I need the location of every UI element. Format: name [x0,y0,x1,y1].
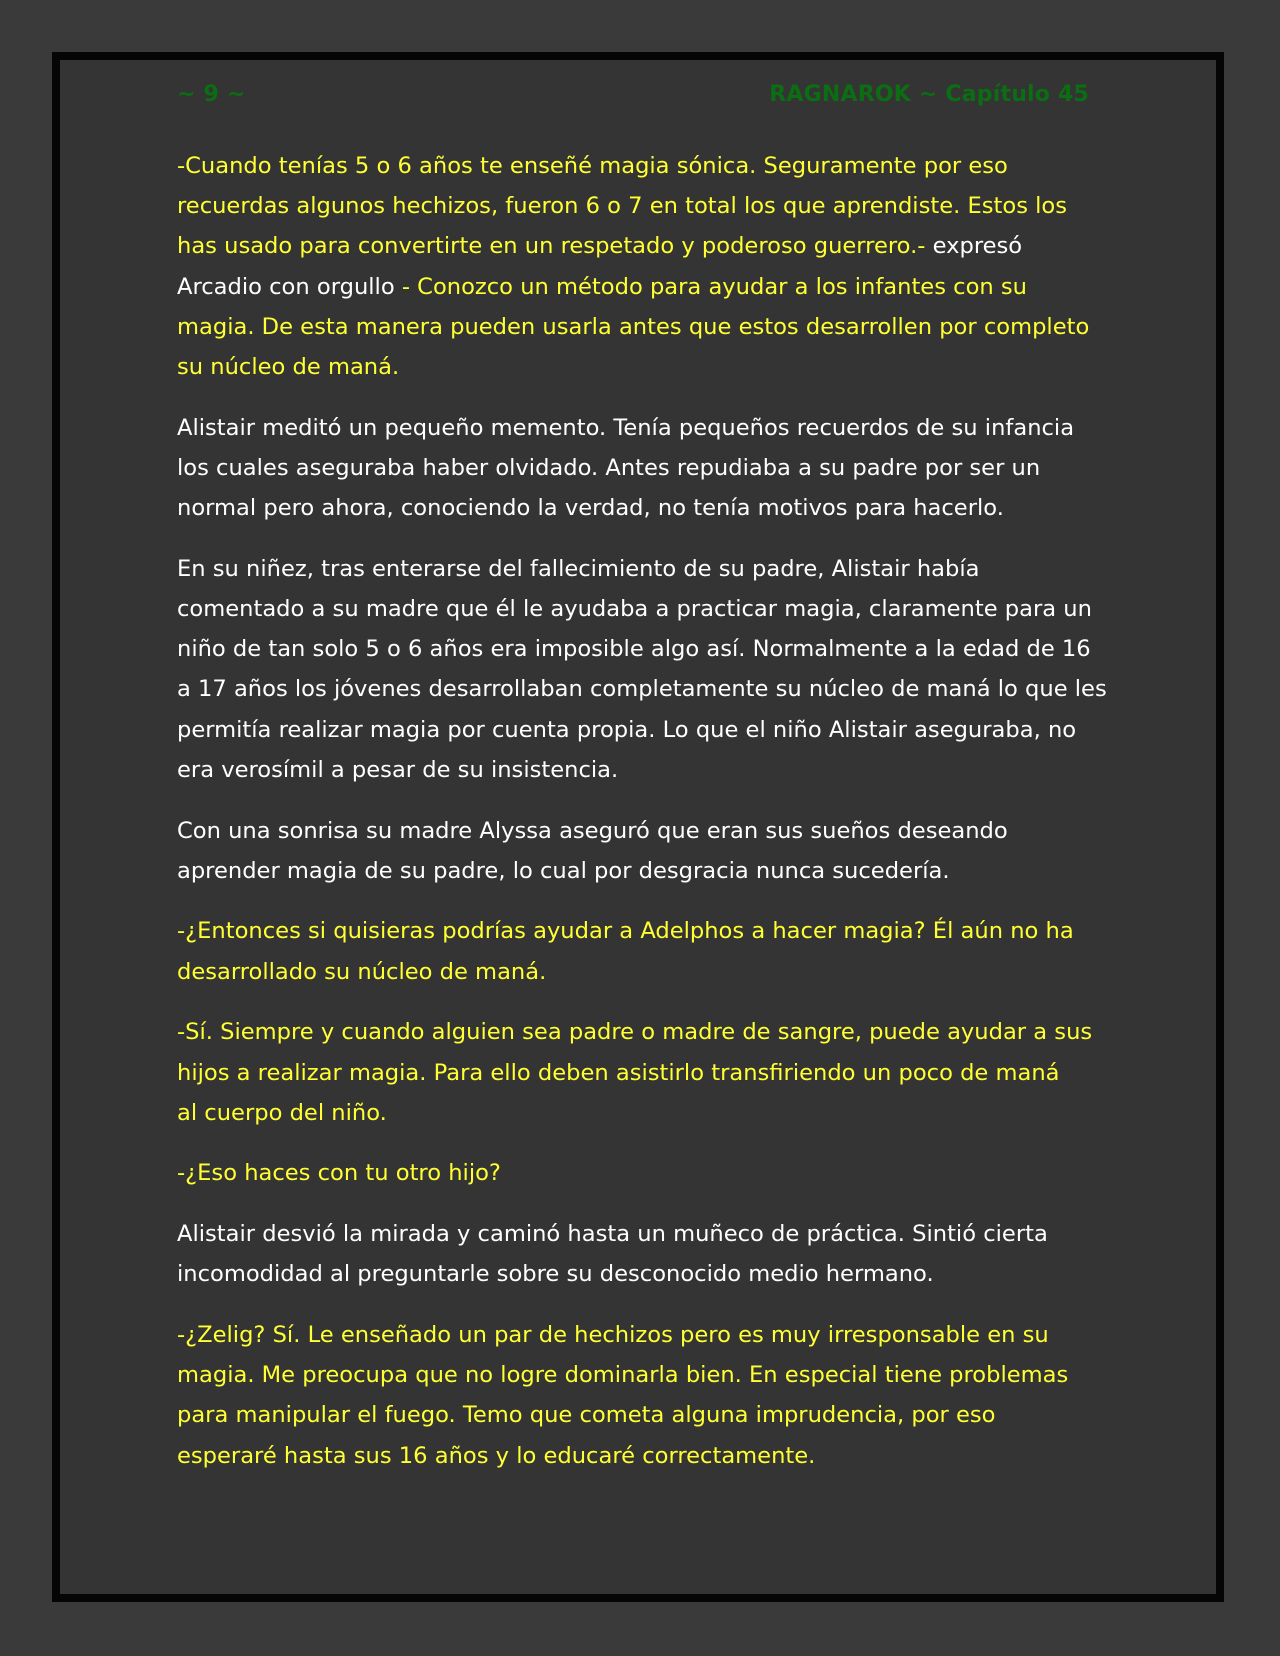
paragraph-narration-2 [177,549,1113,790]
paragraph-dialogue-4 [177,1153,1113,1193]
paragraph-dialogue-1 [177,146,1113,387]
text-line: su núcleo de maná. [177,354,400,381]
text-line: Con una sonrisa su madre Alyssa aseguró que eran sus sueños deseando [177,817,1008,844]
narration-fragment: Arcadio con orgullo [177,273,402,300]
text-line: recuerdas algunos hechizos, fueron 6 o 7 en total los que aprendiste. Estos los [177,193,1068,220]
text-line: incomodidad al preguntarle sobre su desconocido medio hermano. [177,1261,934,1288]
text-line: esperaré hasta sus 16 años y lo educaré correctamente. [177,1442,816,1469]
text-line [177,226,1113,266]
text-line: Alistair meditó un pequeño memento. Tenía pequeños recuerdos de su infancia [177,414,1075,441]
document-body [177,146,1113,1496]
text-line: a 17 años los jóvenes desarrollaban completamente su núcleo de maná lo que les [177,676,1107,703]
paragraph-narration-1 [177,408,1113,529]
text-line: -¿Eso haces con tu otro hijo? [177,1160,501,1187]
text-line: -¿Entonces si quisieras podrías ayudar a Adelphos a hacer magia? Él aún no ha [177,918,1074,945]
text-line: era verosímil a pesar de su insistencia. [177,756,619,783]
text-line [177,267,1113,307]
text-line: -¿Zelig? Sí. Le enseñado un par de hechizos pero es muy irresponsable en su [177,1322,1049,1349]
paragraph-dialogue-5 [177,1315,1113,1476]
text-line: -Cuando tenías 5 o 6 años te enseñé magia sónica. Seguramente por eso [177,153,1008,179]
text-line: En su niñez, tras enterarse del fallecimiento de su padre, Alistair había [177,555,980,582]
paragraph-narration-4 [177,1214,1113,1294]
text-line: magia. De esta manera pueden usarla antes que estos desarrollen por completo [177,313,1090,340]
page-number: ~ 9 ~ [177,81,246,107]
text-line: permitía realizar magia por cuenta propia. Lo que el niño Alistair aseguraba, no [177,716,1077,743]
text-line: comentado a su madre que él le ayudaba a practicar magia, claramente para un [177,596,1092,623]
paragraph-narration-3 [177,811,1113,891]
narration-fragment: expresó [925,233,1023,260]
text-line: Alistair desvió la mirada y caminó hasta un muñeco de práctica. Sintió cierta [177,1221,1048,1248]
text-line: al cuerpo del niño. [177,1099,387,1126]
text-line: magia. Me preocupa que no logre dominarla bien. En especial tiene problemas [177,1362,1069,1389]
running-title: RAGNAROK ~ Capítulo 45 [769,81,1089,107]
text-line: hijos a realizar magia. Para ello deben asistirlo transfiriendo un poco de maná [177,1059,1060,1086]
dialogue-fragment: - Conozco un método para ayudar a los infantes con su [401,273,1027,300]
page-header [177,74,1089,114]
text-line: normal pero ahora, conociendo la verdad, no tenía motivos para hacerlo. [177,495,1004,522]
text-line: niño de tan solo 5 o 6 años era imposible algo así. Normalmente a la edad de 16 [177,636,1091,663]
text-line: -Sí. Siempre y cuando alguien sea padre o madre de sangre, puede ayudar a sus [177,1019,1093,1046]
text-line: aprender magia de su padre, lo cual por desgracia nunca sucedería. [177,857,950,884]
text-line: desarrollado su núcleo de maná. [177,958,547,985]
dialogue-fragment: has usado para convertirte en un respetado y poderoso guerrero.- [177,233,926,260]
paragraph-dialogue-2 [177,911,1113,991]
text-line: para manipular el fuego. Temo que cometa alguna imprudencia, por eso [177,1402,996,1429]
paragraph-dialogue-3 [177,1012,1113,1133]
text-line: los cuales aseguraba haber olvidado. Antes repudiaba a su padre por ser un [177,454,1041,481]
